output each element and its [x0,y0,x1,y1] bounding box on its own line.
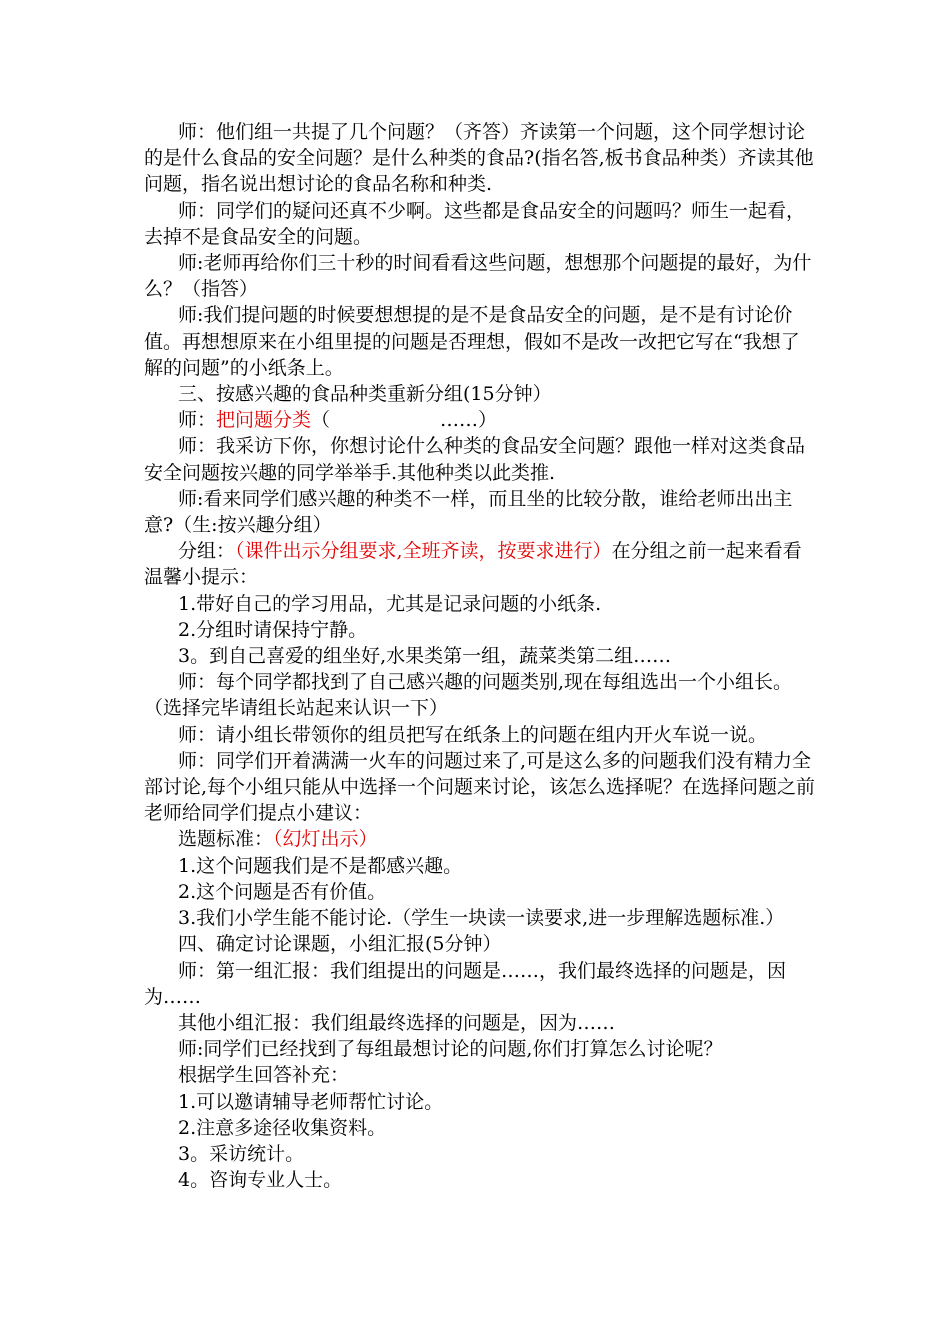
paragraph-train-talk: 师：请小组长带领你的组员把写在纸条上的问题在组内开火车说一说。 [178,723,768,746]
paragraph-interview: 师：我采访下你，你想讨论什么种类的食品安全问题？跟他一样对这类食品安全问题按兴趣的同学举举手.其他种类以此类推. [144,435,806,484]
criteria-item-2: 2.这个问题是否有价值。 [178,880,387,903]
paragraph-interest-groups: 师:看来同学们感兴趣的种类不一样，而且坐的比较分散，谁给老师出出主意?（生:按兴趣分组） [144,487,793,537]
paragraph-think-questions: 师:我们提问题的时候要想想提的是不是食品安全的问题，是不是有讨论价值。再想想原来在小组里提的问题是否理想，假如不是改一改把它写在“我想了解的问题”的小纸条上。 [144,304,800,379]
criteria-item-3: 3.我们小学生能不能讨论.（学生一块读一读要求,进一步理解选题标准.） [178,907,785,930]
classify-prefix: 师： [178,409,217,432]
grouping-tail: 在分组之前一起来看看温馨小提示： [144,540,802,589]
paragraph-choose-question: 师：同学们开着满满一火车的问题过来了,可是这么多的问题我们没有精力全部讨论,每个小组只能从中选择一个问题来讨论，该怎么选择呢？在选择问题之前老师给同学们提点小建议： [144,749,816,825]
paragraph-group1-report: 师：第一组汇报：我们组提出的问题是……，我们最终选择的问题是，因为…… [144,959,787,1008]
paragraph-thirty-seconds: 师:老师再给你们三十秒的时间看看这些问题，想想那个问题提的最好，为什么？（指答） [144,252,812,301]
paragraph-supplement: 根据学生回答补充： [178,1064,350,1087]
classify-open: （ [311,409,331,432]
tip-item-1: 1.带好自己的学习用品，尤其是记录问题的小纸条. [178,592,602,615]
paragraph-criteria [144,826,816,852]
tip-item-2: 2.分组时请保持宁静。 [178,618,368,641]
paragraph-other-reports: 其他小组汇报：我们组最终选择的问题是，因为…… [178,1011,616,1034]
grouping-highlight: （课件出示分组要求,全班齐读，按要求进行） [235,540,612,563]
criteria-item-1: 1.这个问题我们是不是都感兴趣。 [178,854,463,877]
document-body [144,119,816,1193]
tip-item-3: 3。到自己喜爱的组坐好,水果类第一组，蔬菜类第二组…… [178,645,672,668]
section-heading-regroup: 三、按感兴趣的食品种类重新分组(15分钟） [178,383,552,406]
supplement-item-3: 3。采访统计。 [178,1142,305,1165]
classify-tail: ……） [440,409,498,432]
supplement-item-1: 1.可以邀请辅导老师帮忙讨论。 [178,1090,444,1113]
section-heading-report: 四、确定讨论课题，小组汇报(5分钟） [178,933,502,956]
classify-highlight: 把问题分类 [216,409,312,432]
paragraph-grouping [144,538,816,590]
paragraph-group-leader: 师：每个同学都找到了自己感兴趣的问题类别,现在每组选出一个小组长。（选择完毕请组长站起来认识一下） [144,671,793,720]
paragraph-teacher-questions: 师：他们组一共提了几个问题？（齐答）齐读第一个问题，这个同学想讨论的是什么食品的安全问题？是什么种类的食品?(指名答,板书食品种类）齐读其他问题，指名说出想讨论的食品名称和种类. [144,121,814,196]
supplement-item-4: 4。咨询专业人士。 [178,1169,343,1192]
paragraph-how-discuss: 师:同学们已经找到了每组最想讨论的问题,你们打算怎么讨论呢？ [178,1038,723,1061]
supplement-item-2: 2.注意多途径收集资料。 [178,1116,387,1139]
paragraph-classify [144,407,816,433]
grouping-prefix: 分组： [178,540,236,563]
criteria-highlight: （幻灯出示） [273,828,378,851]
paragraph-doubts: 师：同学们的疑问还真不少啊。这些都是食品安全的问题吗？师生一起看，去掉不是食品安全的问题。 [144,199,806,248]
criteria-prefix: 选题标准： [178,828,274,851]
